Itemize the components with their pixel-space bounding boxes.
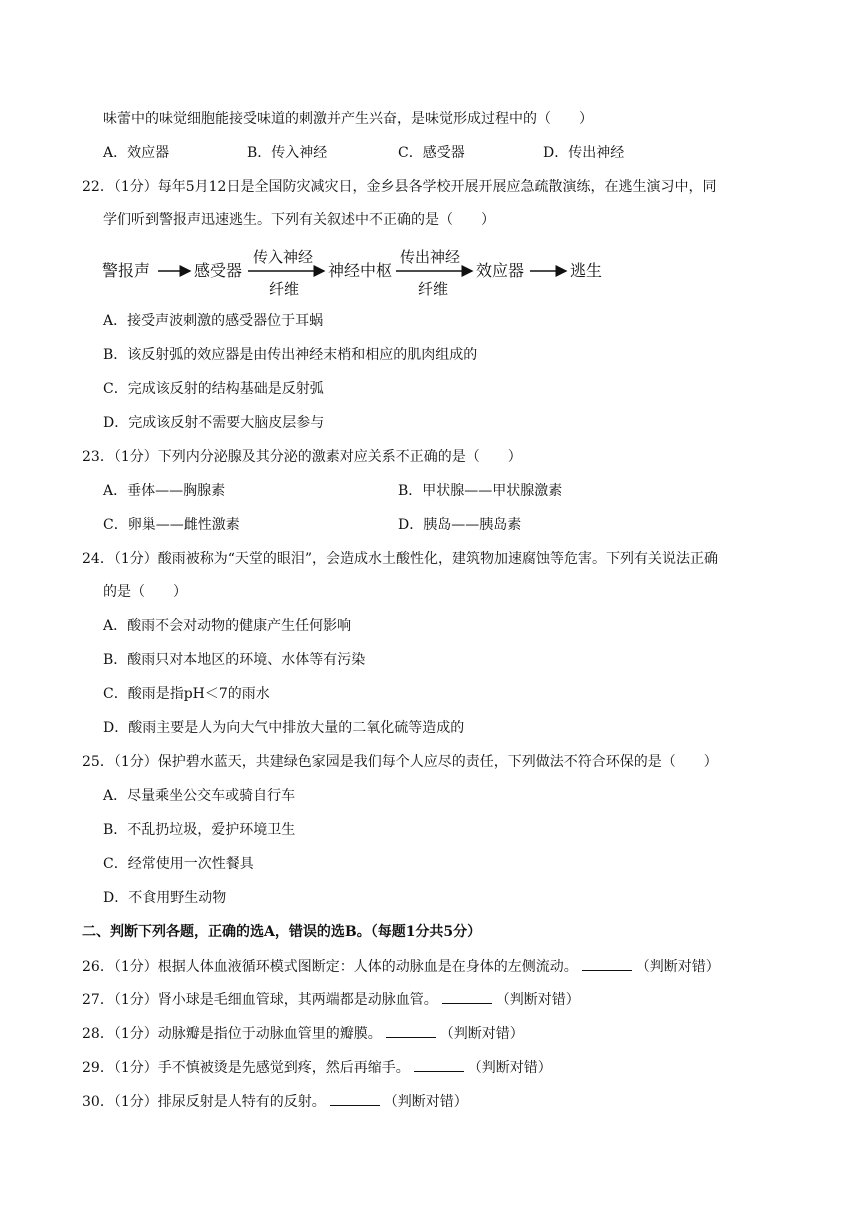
node-escape: 逃生	[570, 261, 603, 280]
q25-option-a: A．尽量乘坐公交车或骑自行车	[103, 788, 296, 804]
q24-option-d: D．酸雨主要是人为向大气中排放大量的二氧化硫等造成的	[103, 720, 465, 736]
q28-tail: （判断对错）	[439, 1026, 524, 1042]
q26-answer-blank[interactable]	[582, 956, 632, 971]
q22-option-d: D．完成该反射不需要大脑皮层参与	[103, 415, 325, 431]
node-center: 神经中枢	[328, 261, 393, 280]
q27	[82, 989, 580, 1010]
q25-option-c: C．经常使用一次性餐具	[103, 856, 254, 872]
q21-option-a: A．效应器	[103, 145, 170, 161]
q25-option-b: B．不乱扔垃圾，爱护环境卫生	[103, 822, 296, 838]
q24-option-c: C．酸雨是指pH＜7的雨水	[103, 686, 270, 702]
q21-option-d: D．传出神经	[543, 145, 625, 161]
section-2-heading: 二、判断下列各题，正确的选A，错误的选B。（每题1分共5分）	[82, 924, 482, 940]
q26-stem: 26．（1分）根据人体血液循环模式图断定：人体的动脉血是在身体的左侧流动。	[82, 959, 578, 975]
q23-option-c: C．卵巢——雌性激素	[103, 517, 240, 533]
q22-stem-line2: 学们听到警报声迅速逃生。下列有关叙述中不正确的是（ ）	[103, 212, 495, 228]
q23-option-b: B．甲状腺——甲状腺激素	[398, 483, 563, 499]
q22-option-a: A．接受声波刺激的感受器位于耳蜗	[103, 313, 324, 329]
q30-tail: （判断对错）	[383, 1094, 468, 1110]
q29-answer-blank[interactable]	[414, 1057, 464, 1072]
label-fiber-2: 纤维	[418, 280, 449, 298]
q28	[82, 1023, 524, 1044]
q24-stem-line1: 24．（1分）酸雨被称为“天堂的眼泪”，会造成水土酸性化，建筑物加速腐蚀等危害。下列有关说法正确	[82, 551, 719, 567]
q24-option-a: A．酸雨不会对动物的健康产生任何影响	[103, 618, 352, 634]
q27-tail: （判断对错）	[495, 992, 580, 1008]
q30-answer-blank[interactable]	[330, 1091, 380, 1106]
q26	[82, 956, 720, 977]
label-fiber-1: 纤维	[269, 280, 300, 298]
q28-answer-blank[interactable]	[386, 1023, 436, 1038]
q30-stem: 30．（1分）排尿反射是人特有的反射。	[82, 1094, 326, 1110]
node-alarm: 警报声	[102, 261, 151, 280]
q22-option-b: B．该反射弧的效应器是由传出神经末梢和相应的肌肉组成的	[103, 347, 478, 363]
q29-stem: 29．（1分）手不慎被烫是先感觉到疼，然后再缩手。	[82, 1060, 410, 1076]
reflex-arc-diagram	[102, 244, 622, 300]
q30	[82, 1091, 468, 1112]
q24-stem-line2: 的是（ ）	[103, 584, 187, 600]
q22-option-c: C．完成该反射的结构基础是反射弧	[103, 381, 324, 397]
q21-stem: 味蕾中的味觉细胞能接受味道的刺激并产生兴奋，是味觉形成过程中的（ ）	[103, 111, 593, 127]
q25-stem: 25．（1分）保护碧水蓝天，共建绿色家园是我们每个人应尽的责任，下列做法不符合环保的是（ ）	[82, 754, 718, 770]
q29	[82, 1057, 552, 1078]
q23-option-a: A．垂体——胸腺素	[103, 483, 226, 499]
label-afferent: 传入神经	[253, 248, 314, 266]
q27-answer-blank[interactable]	[442, 989, 492, 1004]
node-receptor: 感受器	[194, 261, 243, 280]
q27-stem: 27．（1分）肾小球是毛细血管球，其两端都是动脉血管。	[82, 992, 438, 1008]
q29-tail: （判断对错）	[467, 1060, 552, 1076]
label-efferent: 传出神经	[400, 248, 461, 266]
q21-option-c: C．感受器	[398, 145, 465, 161]
q23-option-d: D．胰岛——胰岛素	[398, 517, 522, 533]
node-effector: 效应器	[476, 261, 525, 280]
q22-stem-line1: 22．（1分）每年5月12日是全国防灾减灾日，金乡县各学校开展开展应急疏散演练，在逃生演习中，同	[82, 179, 717, 195]
q23-stem: 23．（1分）下列内分泌腺及其分泌的激素对应关系不正确的是（ ）	[82, 449, 522, 465]
q26-tail: （判断对错）	[635, 959, 720, 975]
q25-option-d: D．不食用野生动物	[103, 890, 227, 906]
q28-stem: 28．（1分）动脉瓣是指位于动脉血管里的瓣膜。	[82, 1026, 382, 1042]
q21-option-b: B．传入神经	[247, 145, 328, 161]
q24-option-b: B．酸雨只对本地区的环境、水体等有污染	[103, 652, 366, 668]
